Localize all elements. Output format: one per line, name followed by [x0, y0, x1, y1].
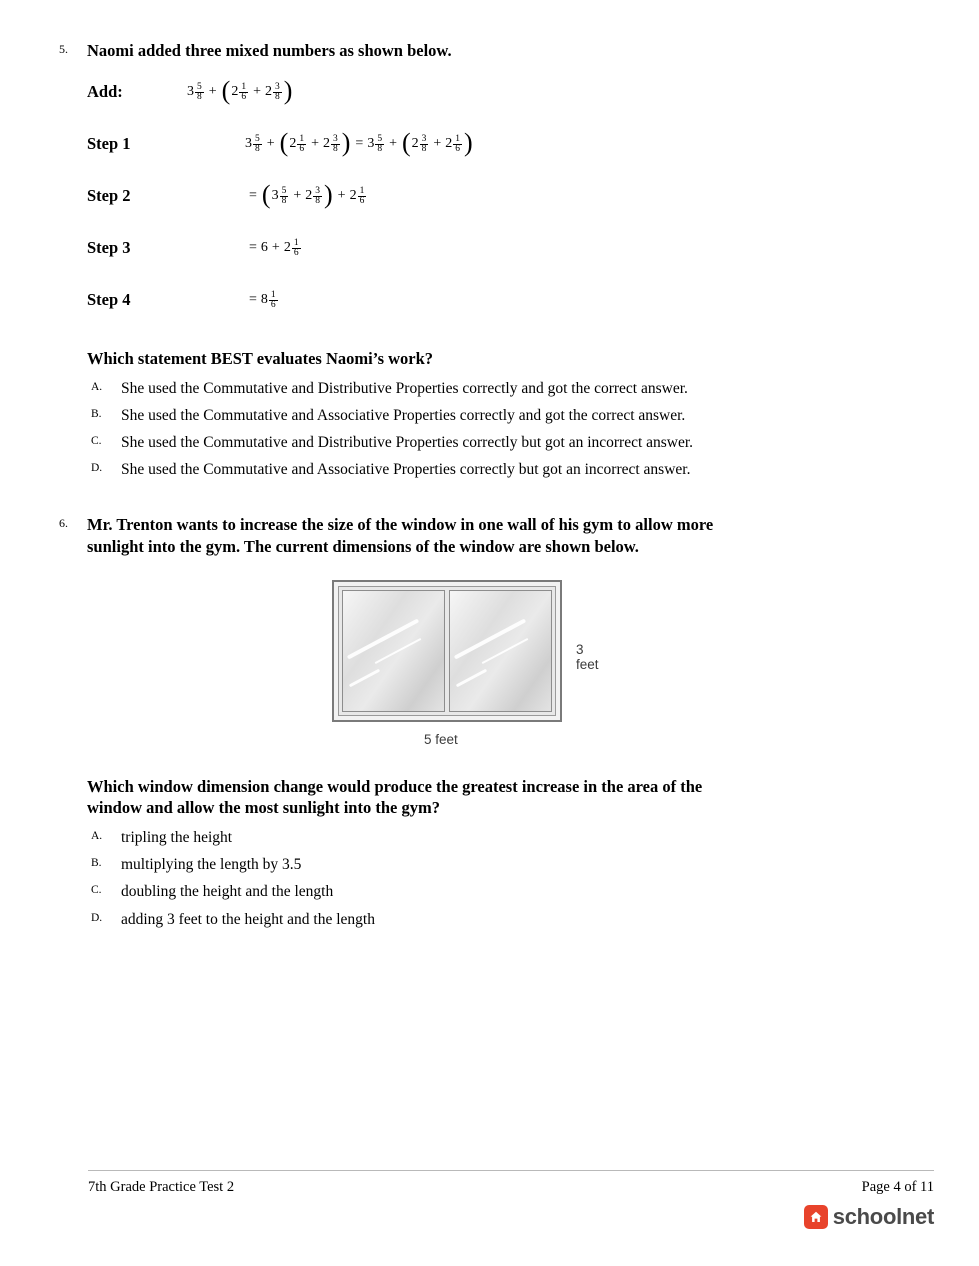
choice-d-text: adding 3 feet to the height and the length — [121, 910, 375, 928]
s1-c-num: 3 — [421, 133, 427, 144]
s2-paren-close: ) — [323, 180, 333, 210]
s2-b-whole: 2 — [305, 187, 313, 203]
s1-b-whole: 2 — [322, 135, 330, 151]
question-5-add-row — [87, 70, 934, 114]
choice-c-letter: C. — [91, 434, 102, 447]
question-5-stem: Naomi added three mixed numbers as shown below. — [87, 41, 452, 60]
s1-paren2-open: ( — [401, 128, 411, 158]
s3-b-whole: 2 — [283, 239, 291, 255]
s1-left-den: 8 — [255, 144, 260, 155]
step4-expression — [245, 290, 279, 310]
s3-b-num: 1 — [293, 237, 299, 248]
footer-page-number: Page 4 of 11 — [861, 1179, 934, 1195]
window-figure — [87, 580, 934, 770]
window-inner-frame — [338, 586, 556, 716]
add-op1: + — [208, 83, 217, 99]
s1-a-whole: 2 — [289, 135, 297, 151]
s4-a-whole: 8 — [260, 291, 268, 307]
choice-b-text: multiplying the length by 3.5 — [121, 856, 302, 874]
window-diagram — [332, 580, 599, 747]
question-6-prompt: Which window dimension change would produce the greatest increase in the area of the window and allow the most sunlight into the gym? — [87, 776, 703, 818]
window-pane-right — [449, 590, 552, 712]
add-paren-close: ) — [283, 76, 293, 106]
footer-test-title: 7th Grade Practice Test 2 — [88, 1179, 235, 1195]
choice-d[interactable] — [87, 910, 934, 930]
s3-op1: + — [271, 239, 280, 255]
s2-a-whole: 3 — [271, 187, 279, 203]
s1-b-num: 3 — [332, 133, 338, 144]
s2-c-num: 1 — [359, 185, 365, 196]
choice-b[interactable] — [87, 855, 934, 875]
question-6-number: 6. — [59, 516, 68, 531]
choice-c-text: doubling the height and the length — [121, 883, 334, 901]
s1-op4: + — [433, 135, 442, 151]
page-footer — [88, 1170, 934, 1230]
add-expression — [187, 76, 293, 106]
step3-expression — [245, 238, 302, 258]
question-6-choices — [87, 828, 934, 930]
choice-a[interactable] — [87, 379, 934, 399]
s4-a-num: 1 — [270, 289, 276, 300]
question-5 — [45, 40, 934, 480]
choice-c-text: She used the Commutative and Distributive Properties correctly but got an incorrect answer. — [121, 433, 694, 451]
choice-a-letter: A. — [91, 830, 103, 843]
s2-op1: + — [293, 187, 302, 203]
add-t1-den: 8 — [197, 92, 202, 103]
add-paren-open: ( — [221, 76, 231, 106]
choice-d-text: She used the Commutative and Associative Properties correctly but got an incorrect answer. — [121, 460, 691, 478]
add-t2-den: 6 — [241, 92, 247, 103]
s1-r-den: 8 — [377, 144, 383, 155]
s1-paren-close: ) — [341, 128, 351, 158]
add-t2-num: 1 — [241, 81, 247, 92]
s1-c-whole: 2 — [411, 135, 419, 151]
s2-c-den: 6 — [359, 196, 365, 207]
schoolnet-logo-text: schoolnet — [832, 1204, 934, 1229]
add-t3-num: 3 — [274, 81, 280, 92]
step2-expression — [245, 180, 367, 210]
s4-equals: = — [249, 291, 257, 307]
window-frame — [332, 580, 562, 722]
s1-b-den: 8 — [332, 144, 338, 155]
add-op2: + — [253, 83, 261, 99]
s1-a-num: 1 — [299, 133, 305, 144]
s2-paren-open: ( — [261, 180, 271, 210]
s2-a-den: 8 — [281, 196, 287, 207]
choice-a-text: She used the Commutative and Distributive Properties correctly and got the correct answer. — [121, 379, 688, 397]
choice-a-letter: A. — [91, 380, 103, 393]
choice-d[interactable] — [87, 460, 934, 480]
s1-left-num: 5 — [255, 133, 260, 144]
s1-d-whole: 2 — [445, 135, 453, 151]
step1-expression — [245, 128, 474, 158]
question-5-step2-row — [87, 174, 934, 218]
choice-b-letter: B. — [91, 857, 102, 870]
s1-c-den: 8 — [421, 144, 427, 155]
add-t3-den: 8 — [274, 92, 280, 103]
add-t1-whole: 3 — [187, 83, 194, 99]
s1-op1: + — [266, 135, 275, 151]
choice-a[interactable] — [87, 828, 934, 848]
s2-op2: + — [337, 187, 346, 203]
choice-c-letter: C. — [91, 884, 102, 897]
question-5-step3-row — [87, 226, 934, 270]
question-6 — [45, 514, 934, 930]
s3-b-den: 6 — [293, 248, 299, 259]
s1-r-whole: 3 — [367, 135, 375, 151]
add-t1-num: 5 — [197, 81, 202, 92]
choice-b-text: She used the Commutative and Associative Properties correctly and got the correct answer. — [121, 406, 686, 424]
question-5-step4-row — [87, 278, 934, 322]
house-icon — [804, 1205, 828, 1229]
add-t3-whole: 2 — [264, 83, 272, 99]
choice-c[interactable] — [87, 433, 934, 453]
s1-left-whole: 3 — [245, 135, 252, 151]
s2-equals: = — [249, 187, 257, 203]
s1-paren-open: ( — [279, 128, 289, 158]
window-width-label: 5 feet — [424, 731, 458, 747]
step4-label: Step 4 — [87, 289, 131, 309]
choice-c[interactable] — [87, 882, 934, 902]
s1-d-num: 1 — [455, 133, 461, 144]
add-t2-whole: 2 — [231, 83, 239, 99]
s3-a: 6 — [260, 239, 268, 255]
s1-op3: + — [389, 135, 397, 151]
s2-b-num: 3 — [315, 185, 320, 196]
s4-a-den: 6 — [270, 300, 276, 311]
step3-label: Step 3 — [87, 237, 131, 257]
s1-op2: + — [311, 135, 319, 151]
s1-d-den: 6 — [455, 144, 461, 155]
window-pane-left — [342, 590, 445, 712]
s3-equals: = — [249, 239, 257, 255]
window-height-label: 3 feet — [576, 641, 599, 672]
question-5-choices — [87, 379, 934, 481]
s2-a-num: 5 — [281, 185, 287, 196]
s1-a-den: 6 — [299, 144, 305, 155]
s1-paren2-close: ) — [464, 128, 473, 158]
step1-label: Step 1 — [87, 133, 131, 153]
choice-b-letter: B. — [91, 407, 102, 420]
choice-d-letter: D. — [91, 911, 103, 924]
step2-label: Step 2 — [87, 185, 131, 205]
question-5-step1-row — [87, 122, 934, 166]
choice-d-letter: D. — [91, 461, 103, 474]
question-5-number: 5. — [59, 42, 68, 56]
choice-b[interactable] — [87, 406, 934, 426]
add-label: Add: — [87, 81, 123, 101]
s1-r-num: 5 — [377, 133, 383, 144]
s2-b-den: 8 — [315, 196, 320, 207]
choice-a-text: tripling the height — [121, 829, 233, 847]
s1-equals: = — [355, 135, 364, 151]
question-6-stem: Mr. Trenton wants to increase the size of the window in one wall of his gym to allow more sunlight into the gym. The current dimensions of the window are shown below. — [87, 515, 714, 556]
question-5-prompt: Which statement BEST evaluates Naomi’s work? — [87, 348, 434, 368]
schoolnet-logo — [804, 1204, 934, 1230]
s2-c-whole: 2 — [349, 187, 357, 203]
